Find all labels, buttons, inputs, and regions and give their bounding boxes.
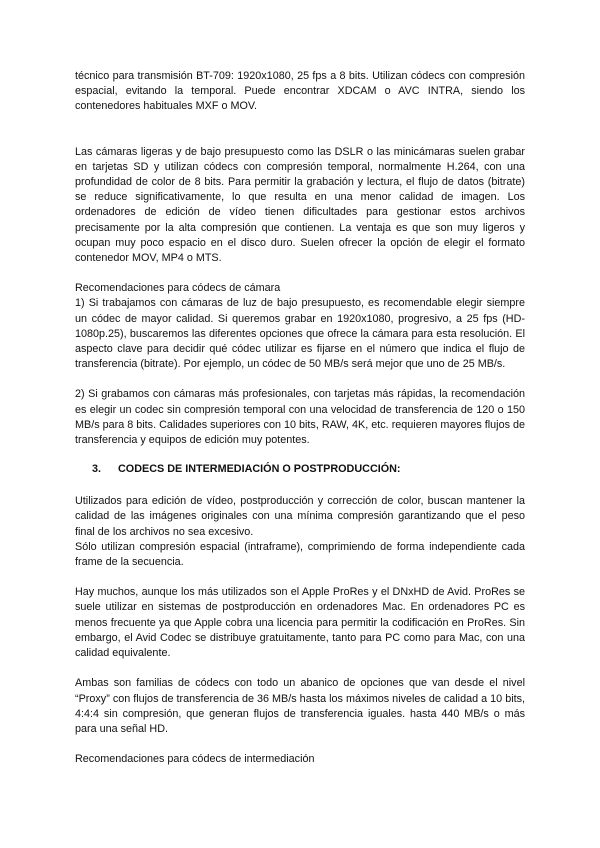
paragraph-recommendation-2: 2) Si grabamos con cámaras más profesionales, con tarjetas más rápidas, la recomendación es elegir un codec sin compresión temporal con una velocidad de transferencia de 120 o 150 MB/s para 8 bits. Calidades superiores con 10 bits, RAW, 4K, etc. requieren mayores flujos de transferencia y equipos de edición muy potentes. (75, 388, 525, 447)
paragraph-prores-dnxhd: Hay muchos, aunque los más utilizados son el Apple ProRes y el DNxHD de Avid. ProRes se suele utilizar en sistemas de postproducción en ordenadores Mac. En ordenadores PC es menos frecuente ya que Apple cobra una licencia para permitir la codificación en ProRes. Sin embargo, el Avid Codec se distribuye gratuitamente, tanto para PC como para Mac, con una calidad equivalente. (75, 586, 525, 660)
paragraph-intermediate-purpose: Utilizados para edición de vídeo, postproducción y corrección de color, buscan mantener la calidad de las imágenes originales con una mínima compresión garantizando que el peso final de los archivos no sea excesivo. (75, 495, 525, 538)
section-title: CODECS DE INTERMEDIACIÓN O POSTPRODUCCIÓN: (118, 463, 401, 476)
paragraph-xdcam: técnico para transmisión BT-709: 1920x1080, 25 fps a 8 bits. Utilizan códecs con compresión espacial, evitando la temporal. Puede encontrar XDCAM o AVC INTRA, siendo los contenedores habituales MXF o MOV. (75, 70, 525, 113)
section-heading (92, 462, 525, 476)
paragraph-light-cameras: Las cámaras ligeras y de bajo presupuesto como las DSLR o las minicámaras suelen grabar en tarjetas SD y utilizan códecs con compresión temporal, normalmente H.264, con una profundidad de color de 8 bits. Para permitir la grabación y lectura, el flujo de datos (bitrate) se reduce significativamente, lo que resulta en una menor calidad de imagen. Los ordenadores de edición de vídeo tienen dificultades para gestionar estos archivos precisamente por la alta compresión que contienen. La ventaja es que son muy ligeros y ocupan muy poco espacio en el disco duro. Suelen ofrecer la opción de elegir el formato contenedor MOV, MP4 o MTS. (75, 145, 525, 265)
section-number: 3. (92, 463, 102, 476)
subheading-camera-recommendations: Recomendaciones para códecs de cámara (75, 282, 281, 295)
paragraph-intraframe: Sólo utilizan compresión espacial (intraframe), comprimiendo de forma independiente cada frame de la secuencia. (75, 540, 525, 569)
paragraph-codec-families: Ambas son familias de códecs con todo un abanico de opciones que van desde el nivel “Proxy” con flujos de transferencia de 36 MB/s hasta los máximos niveles de calidad a 10 bits, 4:4:4 sin compresión, que generan flujos de transferencia iguales. hasta 440 MB/s o más para una señal HD. (75, 677, 525, 735)
subheading-intermediate-recommendations: Recomendaciones para códecs de intermediación (75, 753, 315, 766)
paragraph-recommendation-1: 1) Si trabajamos con cámaras de luz de bajo presupuesto, es recomendable elegir siempre un códec de mayor calidad. Si queremos grabar en 1920x1080, progresivo, a 25 fps (HD-1080p.25), buscaremos las diferentes opciones que ofrece la cámara para esta resolución. El aspecto clave para decidir qué códec utilizar es fijarse en el número que indica el flujo de transferencia (bitrate). Por ejemplo, un códec de 50 MB/s será mejor que uno de 25 MB/s. (75, 297, 525, 371)
